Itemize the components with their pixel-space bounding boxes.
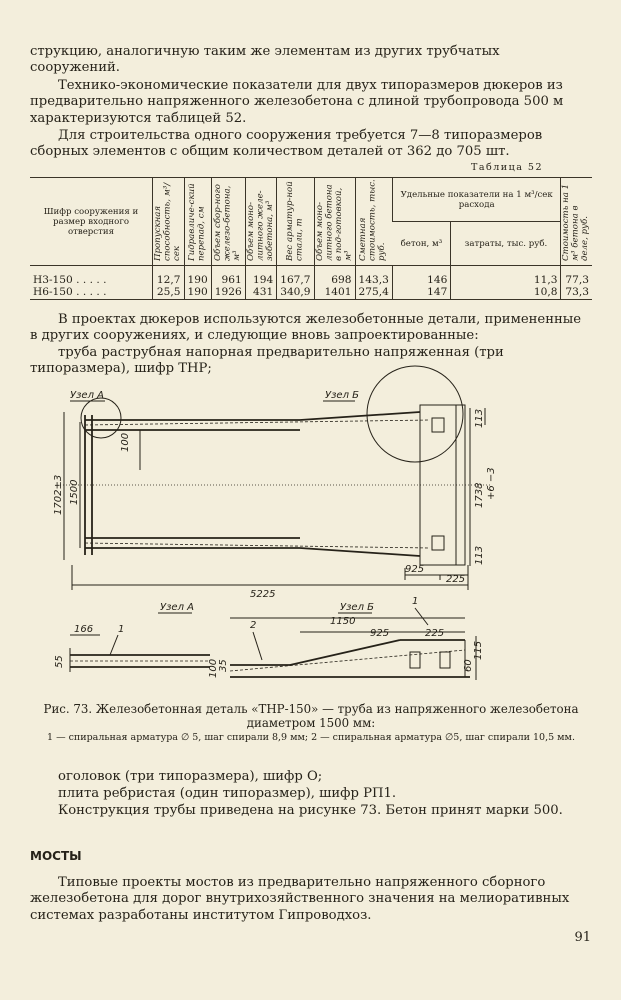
cell-specific-concrete: 146 (392, 266, 451, 287)
dim-35: 35 (218, 659, 229, 672)
dim-55: 55 (54, 655, 65, 668)
col-header-concrete-volume: Объем моно-литного бетона в под-готовкой, м³ (314, 178, 355, 266)
cell-steel-weight: 167,7 (277, 266, 314, 287)
cell-concrete-volume: 698 (314, 266, 355, 287)
dim-5225: 5225 (250, 589, 276, 600)
dim-113-bottom: 113 (474, 545, 485, 565)
label-1-node-b: 1 (412, 596, 419, 607)
paragraph-pipe-design: Конструкция трубы приведена на рисунке 73. Бетон принят марки 500. (58, 803, 563, 818)
cell-code: Н3-150 . . . . . (33, 274, 107, 286)
dim-225: 225 (446, 574, 466, 585)
dim-225-detail: 225 (425, 628, 445, 639)
dim-115: 115 (473, 640, 484, 660)
col-header-cost-per-m3: Стоимость на 1 м³ бетона в деле, руб. (561, 178, 592, 266)
col-header-code: Шифр сооружения и размер входного отверстия (30, 178, 153, 266)
dim-925: 925 (405, 564, 425, 575)
cell-head-loss: 190 (184, 286, 211, 300)
label-2: 2 (250, 620, 257, 631)
cell-specific-cost: 10,8 (451, 286, 561, 300)
cell-concrete-volume: 1401 (314, 286, 355, 300)
figure-caption: Рис. 73. Железобетонная деталь «ТНР-150» — труба из напряженного железобетона диаметром 1500 мм: (43, 702, 579, 730)
cell-precast-volume: 1926 (211, 286, 245, 300)
paragraph-prefab-elements: Для строительства одного сооружения требуется 7—8 типоразмеров сборных элементов с общим количеством деталей от 362 до 705 шт. (30, 128, 543, 160)
dim-100: 100 (120, 432, 131, 452)
cell-estimated-cost: 143,3 (355, 266, 392, 287)
paragraph-pipe-tnr: труба раструбная напорная предварительно напряженная (три типоразмера), шифр ТНР; (30, 345, 504, 377)
pipe-elevation (60, 366, 490, 565)
node-b-detail (208, 596, 484, 680)
col-header-specific-concrete: бетон, м³ (392, 222, 451, 266)
cell-head-loss: 190 (184, 266, 211, 287)
paragraph-continuation: струкцию, аналогичную таким же элементам из других трубчатых сооружений. (30, 44, 500, 76)
cell-estimated-cost: 275,4 (355, 286, 392, 300)
cell-monolithic-volume: 431 (245, 286, 277, 300)
table-caption: Таблица 52 (471, 162, 543, 173)
dim-60: 60 (463, 659, 474, 672)
label-node-b: Узел Б (325, 390, 359, 401)
dim-tolerance: +6 −3 (486, 467, 497, 500)
paragraph-headpiece: оголовок (три типоразмера), шифр О; (58, 769, 323, 784)
dim-1702: 1702±3 (53, 474, 64, 515)
col-header-steel-weight: Вес арматур-ной стали, т (277, 178, 314, 266)
col-header-estimated-cost: Сметная стоимость, тыс. руб. (355, 178, 392, 266)
label-node-b-detail: Узел Б (340, 602, 374, 613)
cell-code: Н6-150 . . . . . (30, 286, 153, 300)
paragraph-components: В проектах дюкеров используются железобетонные детали, примененные в других сооружениях, и следующие вновь запроектированные: (30, 312, 582, 344)
cell-throughput: 25,5 (153, 286, 185, 300)
dim-113-top: 113 (474, 408, 485, 428)
cell-precast-volume: 961 (211, 266, 245, 287)
cell-throughput: 12,7 (153, 266, 185, 287)
label-node-a-detail: Узел А (160, 602, 194, 613)
figure-legend: 1 — спиральная арматура ∅ 5, шаг спирали 8,9 мм; 2 — спиральная арматура ∅5, шаг спирали 10,5 мм. (47, 732, 575, 743)
col-header-specific-cost: затраты, тыс. руб. (451, 222, 561, 266)
section-heading: МОСТЫ (30, 849, 82, 863)
cell-specific-cost: 11,3 (451, 266, 561, 287)
cell-specific-concrete: 147 (392, 286, 451, 300)
dim-166: 166 (74, 624, 94, 635)
node-a-detail (54, 602, 210, 672)
col-header-head-loss: Гидравличе-ский перепад, см (184, 178, 211, 266)
dim-1738: 1738 (474, 482, 485, 508)
pipe-labels (53, 390, 497, 600)
dim-100-detail: 100 (208, 658, 219, 678)
cell-monolithic-volume: 194 (245, 266, 277, 287)
col-header-throughput: Пропускная способность, м³/сек (153, 178, 185, 266)
page-number: 91 (574, 930, 591, 945)
cell-cost-per-m3: 73,3 (561, 286, 592, 300)
dim-1150: 1150 (330, 616, 356, 627)
paragraph-economic-indicators: Технико-экономические показатели для двух типоразмеров дюкеров из предварительно напряженного железобетона с длиной трубопровода 500 м характеризуются таблицей 52. (30, 78, 564, 126)
label-1-node-a: 1 (118, 624, 125, 635)
paragraph-ribbed-slab: плита ребристая (один типоразмер), шифр РП1. (58, 786, 397, 801)
col-header-monolithic-volume: Объем моно-литного желе-зобетона, м³ (245, 178, 277, 266)
paragraph-bridges: Типовые проекты мостов из предварительно напряженного сборного железобетона для дорог внутрихозяйственного значения на мелиоративных системах разработаны институтом Гипроводхоз. (30, 875, 570, 923)
dim-1500: 1500 (69, 479, 80, 505)
label-node-a: Узел А (70, 390, 104, 401)
cell-steel-weight: 340,9 (277, 286, 314, 300)
cell-cost-per-m3: 77,3 (561, 266, 592, 287)
col-header-precast-volume: Объем сбор-ного железо-бетона, м³ (211, 178, 245, 266)
dim-925-detail: 925 (370, 628, 390, 639)
col-header-specific-group: Удельные показатели на 1 м³/сек расхода (392, 178, 561, 222)
